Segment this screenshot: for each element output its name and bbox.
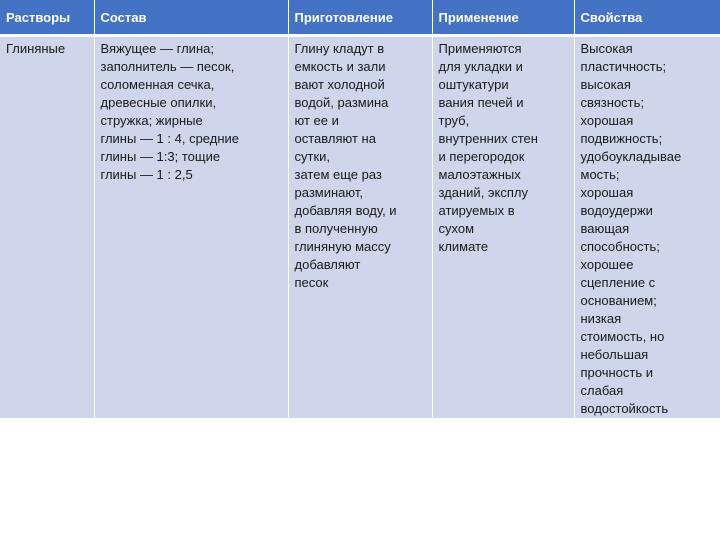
cell-mortar-type: Глиняные bbox=[0, 36, 94, 419]
cell-properties: Высокая пластичность; высокая связность; хорошая подвижность; удобоукладывае мость; хорошая водоудержи вающая способность; хорошее сцепление с основанием; низкая стоимость, но небольшая прочность и слабая водостойкость bbox=[574, 36, 720, 419]
header-application: Применение bbox=[432, 0, 574, 36]
cell-application: Применяются для укладки и оштукатури вания печей и труб, внутренних стен и перегородок малоэтажных зданий, эксплу атируемых в сухом климате bbox=[432, 36, 574, 419]
table-row bbox=[0, 36, 720, 419]
cell-composition: Вяжущее — глина; заполнитель — песок, соломенная сечка, древесные опилки, стружка; жирные глины — 1 : 4, средние глины — 1:3; тощие глины — 1 : 2,5 bbox=[94, 36, 288, 419]
header-composition: Состав bbox=[94, 0, 288, 36]
header-mortars: Растворы bbox=[0, 0, 94, 36]
header-row bbox=[0, 0, 720, 36]
cell-preparation: Глину кладут в емкость и зали вают холодной водой, размина ют ее и оставляют на сутки, затем еще раз разминают, добавляя воду, и в полученную глиняную массу добавляют песок bbox=[288, 36, 432, 419]
header-preparation: Приготовление bbox=[288, 0, 432, 36]
header-properties: Свойства bbox=[574, 0, 720, 36]
